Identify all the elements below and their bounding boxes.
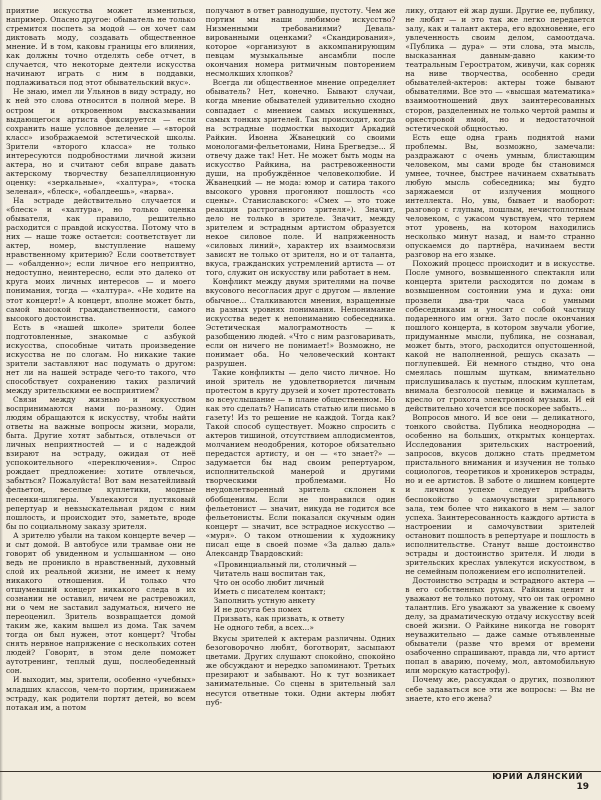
article-paragraph: Вкусы зрителей к актерам различны. Одних безоговорочно любят, боготворят, засыпают цветами. Других слушают спокойно, спокойно же обсуждают и нередко запоминают. Третьих презирают и забывают. Но к тут возникает занимательные. Со сцены в зрительный зал несутся ответные токи. Одни актеры любят пуб- [205, 634, 396, 707]
poem-line: Иметь с писателем контакт; [213, 587, 326, 596]
poem-line: Заполнить устную анкету [213, 596, 316, 606]
article-paragraph: Такие конфликты — дело чисто личное. Но иной зритель не удовлетворяется личным протестом в кругу друзей и хочет протестовать во всеуслышание — в плане общественном. Но как это сделать? Написать статью или письмо в газету! Из то решение не каждой. Тогда как? Такой способ существует. Можно спросить с актеров тишиной, отсутствием аплодисментов, молчанием неодобрения, которое обязательно передастся артисту, и он — «то знает?» — задумается бы над своим репертуаром, исполнительской манерой и другими творческими проблемами. Но неудовлетворенный зритель склонен к обобщениям. Если не понравился один фельетонист — значит, никуда не годится все фельетонисты. Если показался скучным один концерт — значит, все эстрадное искусство — «муря». О таком отношении к художнику писал еще в своей поэме «За далью даль» Александр Твардовский: [205, 367, 396, 558]
article-paragraph: Достоинство эстрады и эстрадного актера — в его собственных руках. Райкина ценит и уважают не только потому, что он так огромно талантлив. Его уважают за уважение к своему делу, за драматическую отдачу искусству всей своей жизни. О Райкине никогда не говорят неуважительно — даже самые отъявленные обыватели (разве что время от времени озабоченно спрашивают, правда ли, что артист попал в аварию, почему, мол, автомобильную или морскую катастрофу). [405, 575, 595, 676]
article-paragraph: На эстраде действительно случается и «блеск» и «халтура», но только оценка обывателя, как правило, решительно расходится с правдой искусства. Потому что в них — наше тоже остается: соответствует ли актер, номер, выступление нашему нравственному критерию? Если соответствует — «обалденно»; если личное его неприятно, недоступно, неинтересно, если это далеко от круга моих личных интересов — и моего понимания, тогда — «халтура». «Не ходите на этот концерт!» А концерт, вполне может быть, самой высокой гражданственности, самого высокого достоинства. [6, 195, 196, 323]
article-column-3 [405, 6, 595, 778]
poem-line: Призвать, как призвать, к ответу [213, 614, 345, 624]
article-paragraph: А зрителю убыли на таком концерте вечер — и сыт домой. В автобусе или трамвае они не говорят об увиденном и услышанном — оно ведь не проникло в нравственный, духовный слой их реальной жизни, не имеет к нему никакого отношения. И только что отшумевший концерт никакого следа в их сознании не оставил, ничем не растревожил, ни о чем не заставил задуматься, ничего не переоценил. Зритель возвращается домой таким же, каким вышел из дома. Так зачем тогда он был нужен, этот концерт? Чтобы снять нервное напряжение с нескольких сотен людей? Говорят, в этом деле поможет аутотренинг, теплый душ, послеобеденный сон. [6, 530, 196, 676]
poem-line: И не досуга без помех [213, 605, 302, 615]
poem-line: Что он особо любит личный [213, 577, 325, 587]
article-column-2 [206, 6, 396, 778]
article-paragraph: Есть в «нашей школе» зрители более подготовленные, знакомые с азбукой искусства, способные читать произведение искусства не по слогам. Но никакие такие зрители заставляют нас подумать о другом: нет ли на нашей эстраде чего-то такого, что способствует сохранению таких различий между зрительскими ее восприятием? [6, 322, 196, 395]
article-paragraph: Почему же, рассуждая о других, позволяют себе задаваться все эти же вопросы: — Вы не знаете, кто его жена? [405, 675, 595, 703]
page-number: 19 [576, 782, 589, 792]
article-paragraph: приятие искусства может измениться, например. Опасно другое: обыватель не только стремится поспеть за модой — он хочет сам диктовать моду, создавать общественное мнение. И в том, каковы границы его влияния, как должны точно отделять себе отчет, в случается, что некоторые деятели искусства начинают играть с ним в поддавки, подлаживаться под этот обывательский вкус». [6, 6, 196, 88]
article-paragraph: получают в ответ равнодушие, пустоту. Чем же портим мы наши любимое искусство? Низменными требованиями? Деваль-вированными оценками? «Скандирования», которое «организуют в аккомпанирующим певцам музыкальные ансамбли после окончания номера ритмичным повторением несмолкших хлопков? [205, 6, 396, 79]
article-paragraph: Всегда ли общественное мнение определяет обыватель? Нет, конечно. Бывают случаи, когда мнение обывателей удивительно сходно совпадает с мнением самых искушенных, самых тонких зрителей. Так происходит, когда на эстрадные подмостки выходит Аркадий Райкин. Ивонна Жванецкий со своими монологами-фельетонами, Нина Брегведзе... Я отвечу даже так! Нет. Не может быть моды на искусство Райкина, на растревоженности души, на пробуждённое человеколюбие. И Жванецкий — не мода: юмор и сатира такого высокого уровня прогоняют пошлость «со сцены». Станиславского: «Смех — это тоже реакция растроганного зрителя»). Значит, дело не только в зрителе. Значит, между зрителем и эстрадным артистом образуется некое силовое поле. И напряженность «силовых линий», характер их взаимосвязи зависят не только от зрителя, но и от таланта, вкуса, гражданских устремлений артиста — от того, служит он искусству или работает в нем. [205, 78, 396, 278]
page-footer [0, 771, 601, 800]
poem-line: «Провинциальный ли, столичный — [213, 559, 357, 569]
article-paragraph: Конфликт между двумя зрителями на почве вкусового несогласия друг с другом — явление обычное... Сталкиваются мнения, взращенные на разных уровнях понимания. Непонимание искусства ведет к непониманию собеседника. Эстетическая малограмотность — к разобщению людей. «Что с ним разговаривать, если он ничего не понимает!» Возможно, не понимает оба. Но человеческий контакт разрушен. [205, 277, 396, 368]
poem-line: Читатель наш воспитан так, [213, 568, 326, 578]
article-paragraph: Связи между жизнью и искусством воспринимаются нами по-разному. Один людям обращаются к искусству, чтобы найти ответы на важные вопросы жизни, морали, быта. Другие хотят забыться, отвлечься от личных неприятностей — и с надеждой взирают на эстраду, ожидая от неё успокоительного «переключения». Спрос рождает предложение: хотите отвлечься, забыться? Пожалуйста! Вот вам незатейливый фельетон, веселые куплетики, модные песенки-шлягеры. Увлекаются пустяковый репертуар и невзыскательная рядом с ним пошлость, и происходит это, заметьте, вроде бы по социальному заказу зрителя. [6, 395, 196, 531]
article-paragraph: лику, отдают ей жар души. Другие ее, публику, не любят — и это так же легко передается залу, как и талант актера, его вдохновение, его увлеченность своим делом, самоотдача. «Публика — дура» — эти слова, эта мысль, высказанная давным-давно каким-то театральным Геростратом, живучи, как сорняк на ниве творчества, особенно среди обывателей-актеров: актеры тоже бывают обывателями. Все это — «высшая математика» взаимоотношений двух заинтересованных сторон, разделенных не только чертой рампы и оркестровой ямой, но и недостаточной эстетической общностью. [405, 6, 595, 133]
article-columns [6, 6, 595, 778]
page-fold-shadow [0, 0, 3, 800]
article-paragraph: Похожий процесс происходит и в искусстве. После умного, возвышенного спектакля или концерта зрители расходятся по домам в возвышенном состоянии ума и духа: они прозвели два-три часа с умными собеседниками и уносят с собой частицу подаренного им огня. Зато после окончания пошлого концерта, в котором звучали убогие, придуманные мысли, публика, не сознавая, может быть, этого, расходится опустошенной, какой не наполненной, решусь сказать — поглупевшей. Ей немного стыдно, что она смеялась пошлым шуткам, внимательно прислушивалась к пустым, плоским куплетам, внимала безголосой певице и вжималась в кресло от грохота электронной музыки. И ей действительно хочется все поскорее забыть... [405, 259, 595, 414]
article-paragraph: И выходит, мы, зрители, особенно «учебных» младших классов, чем-то портим, принижаем эстраду, как родители портят детей, во всем потакая им, а потом [6, 675, 196, 712]
article-paragraph: Не знаю, имел ли Ульянов в виду эстраду, но к ней это слова относятся в полной мере. В остром и откровенном высказывании выдающегося артиста фиксируется — если сохранить наше условное деление — «второй класс» изображаемой эстетической школы. Зрители «второго класса» не только интересуются подробностями личной жизни актера, но и считают себя вправе давать актерскому творчеству безапелляционную оценку: «зеркальные», «халтура», «тоска зеленая», «блеск», «обалдеешь», «нарва». [6, 87, 196, 196]
author-byline: ЮРИЙ АЛЯНСКИЙ [492, 772, 583, 781]
poem-line: Не одного тебя, а всех...» [213, 623, 314, 633]
article-paragraph: Есть еще одна грань поднятой нами проблемы. Вы, возможно, замечали: раздражают с очень умным, блистающим человеком, мы сами вроде бы становимся умнее, точнее, быстрее начинаем схватывать любую мысль собеседника; мы будто заряжаемся от излучения мощного интеллекта. Но, увы, бывает и наоборот: разговор с глупым, пошлым, нечистоплотным человеком, с ужасом чувствуем, что теряем этот уровень, на котором находились несколько минут назад, и нам-то странно опускаемся до партнёра, начинаем вести разговор на его языке. [405, 132, 595, 260]
poem-quote [214, 560, 396, 632]
article-paragraph: Вопросов много. И все они — деликатного, тонкого свойства. Публика неоднородна — особенно на больших, открытых концертах. Исследования зрительских настроений, запросов, вкусов должно стать предметом пристального внимания и изучения не только социологов, теоретиков и хроникеров эстрады, но и ее артистов. В заботе о лишнем концерте и личном успехе следует прибавить беспокойство о самочувствии зрительного зала, тем более что никакого в нем — залог успеха. Заинтересованность каждого артиста в настроении и самочувствии зрителей остановит пошлость в репертуаре и пошлость в исполнительстве. Станут выше достоинство эстрады и достоинство зрителя. И люди в зрительских креслах увлекутся искусством, в не семейным положением его исполнителей. [405, 413, 595, 576]
article-column-1 [6, 6, 196, 778]
